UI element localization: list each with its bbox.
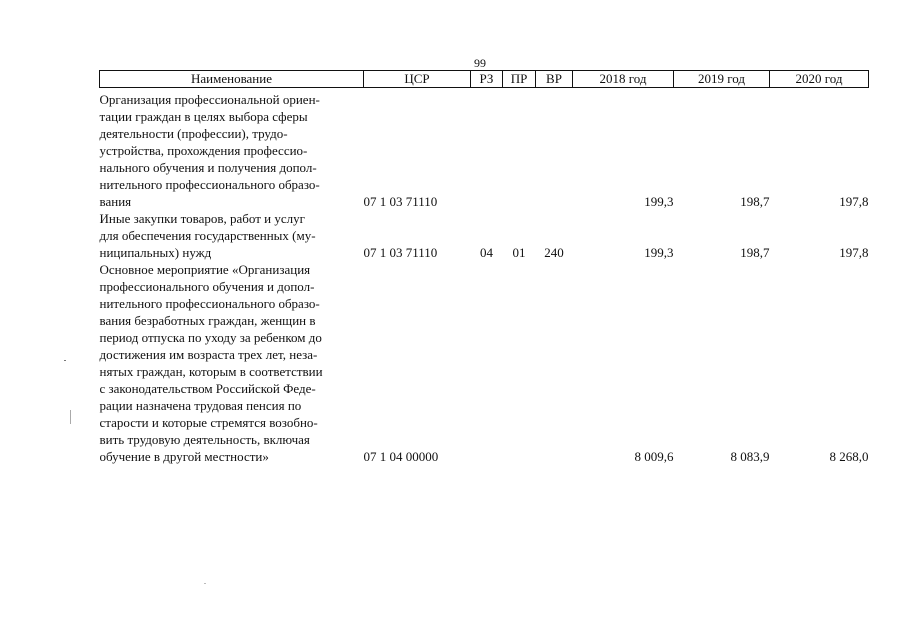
- header-2019: 2019 год: [674, 71, 770, 88]
- row-name-line: старости и которые стремятся возобно-: [99, 415, 318, 430]
- row-csr: 07 1 03 71110: [363, 245, 438, 260]
- row-2018: 199,3: [644, 194, 674, 209]
- row-2020: 197,8: [839, 194, 869, 209]
- row-csr: 07 1 04 00000: [363, 449, 439, 464]
- row-name: [100, 261, 364, 465]
- row-name-line: вания: [99, 194, 132, 209]
- row-name-line: период отпуска по уходу за ребенком до: [99, 330, 322, 345]
- row-2019: 198,7: [740, 194, 770, 209]
- row-2018: 199,3: [644, 245, 674, 260]
- row-name-line: вить трудовую деятельность, включая: [99, 432, 310, 447]
- row-name-line: рации назначена трудовая пенсия по: [99, 398, 302, 413]
- row-rz: 04: [480, 245, 493, 260]
- page-number: 99: [474, 56, 486, 70]
- row-name-line: ниципальных) нужд: [99, 245, 212, 260]
- header-2018: 2018 год: [573, 71, 674, 88]
- row-2020: 197,8: [839, 245, 869, 260]
- row-2018: 8 009,6: [634, 449, 674, 464]
- row-name-line: нительного профессионального образо-: [99, 177, 320, 192]
- budget-table: [99, 70, 869, 465]
- row-name-line: профессионального обучения и допол-: [99, 279, 315, 294]
- row-rz: [471, 91, 503, 210]
- row-name: [100, 210, 364, 261]
- row-name-line: Основное мероприятие «Организация: [99, 262, 311, 277]
- header-vr: ВР: [536, 71, 573, 88]
- row-name-line: Организация профессиональной ориен-: [99, 92, 320, 107]
- row-2019: 198,7: [740, 245, 770, 260]
- table-row: [100, 210, 869, 261]
- row-vr: [536, 261, 573, 465]
- scan-speck: [204, 583, 206, 584]
- row-name-line: обучение в другой местности»: [99, 449, 269, 464]
- scan-speck: [70, 410, 71, 424]
- row-name-line: достижения им возраста трех лет, неза-: [99, 347, 318, 362]
- scan-speck: [64, 360, 66, 361]
- row-name-line: нального обучения и получения допол-: [99, 160, 317, 175]
- table-row: [100, 91, 869, 210]
- table-header-row: [100, 71, 869, 88]
- row-2020: 8 268,0: [829, 449, 869, 464]
- row-csr: 07 1 03 71110: [363, 194, 438, 209]
- row-name-line: устройства, прохождения профессио-: [99, 143, 308, 158]
- header-2020: 2020 год: [770, 71, 869, 88]
- row-name-line: деятельности (профессии), трудо-: [99, 126, 288, 141]
- row-name-line: с законодательством Российской Феде-: [99, 381, 316, 396]
- row-name-line: вания безработных граждан, женщин в: [99, 313, 316, 328]
- row-pr: [503, 261, 536, 465]
- row-name-line: нятых граждан, которым в соответствии: [99, 364, 323, 379]
- table-row: [100, 261, 869, 465]
- row-name: [100, 91, 364, 210]
- header-pr: ПР: [503, 71, 536, 88]
- row-vr: [536, 91, 573, 210]
- header-csr: ЦСР: [364, 71, 471, 88]
- row-pr: 01: [512, 245, 526, 260]
- row-name-line: нительного профессионального образо-: [99, 296, 320, 311]
- row-vr: 240: [544, 245, 564, 260]
- row-pr: [503, 91, 536, 210]
- row-name-line: тации граждан в целях выбора сферы: [99, 109, 308, 124]
- row-name-line: для обеспечения государственных (му-: [99, 228, 316, 243]
- row-rz: [471, 261, 503, 465]
- header-name: Наименование: [100, 71, 364, 88]
- row-name-line: Иные закупки товаров, работ и услуг: [99, 211, 305, 226]
- header-rz: РЗ: [471, 71, 503, 88]
- row-2019: 8 083,9: [730, 449, 770, 464]
